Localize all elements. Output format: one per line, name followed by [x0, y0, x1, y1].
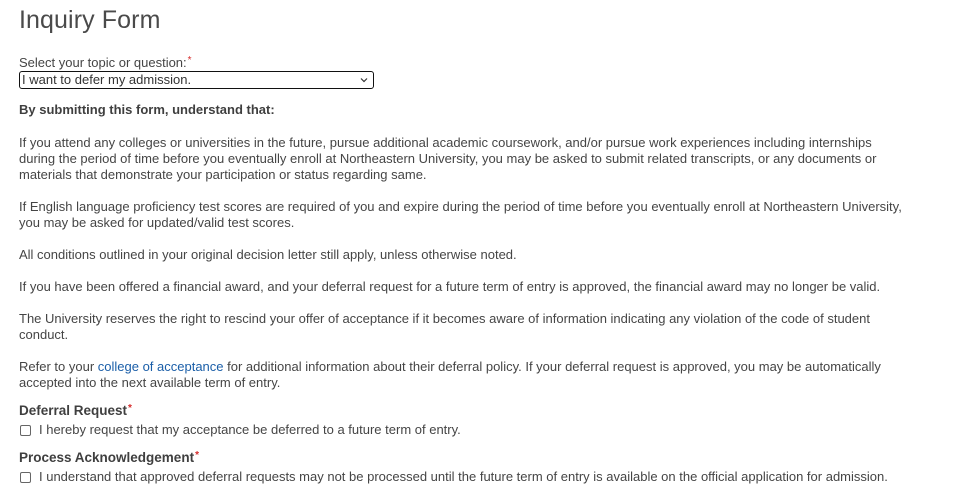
topic-select[interactable]: [19, 71, 374, 89]
topic-label-text: Select your topic or question:: [19, 55, 187, 70]
chevron-down-icon: [359, 75, 369, 85]
topic-label: [19, 55, 192, 71]
notice-heading: By submitting this form, understand that:: [19, 102, 275, 117]
notice-paragraph: If you have been offered a financial award, and your deferral request for a future term of entry is approved, the financial award may no longer be valid.: [19, 279, 881, 294]
notice-paragraph: If you attend any colleges or universities in the future, pursue additional academic coursework, and/or pursue work experiences including internships during the period of time before you eventually enroll at Northeastern University, you may be asked to submit related transcripts, or any documents or materials that demonstrate your participation or status regarding same.: [19, 135, 877, 182]
deferral-request-option[interactable]: [19, 422, 461, 438]
deferral-request-checkbox-label[interactable]: I hereby request that my acceptance be deferred to a future term of entry.: [39, 422, 461, 437]
required-marker: *: [128, 403, 132, 414]
deferral-request-label-text: Deferral Request: [19, 403, 128, 418]
deferral-request-label: [19, 403, 132, 419]
refer-suffix: for additional information about their deferral policy. If your deferral request is approved, you may be automatically accepted into the next available term of entry.: [19, 359, 881, 390]
college-of-acceptance-link[interactable]: college of acceptance: [97, 359, 224, 374]
refer-paragraph: [19, 359, 909, 391]
notice-paragraph: If English language proficiency test scores are required of you and expire during the period of time before you eventually enroll at Northeastern University, you may be asked for updated/valid test scores.: [19, 199, 902, 230]
notice-paragraph: The University reserves the right to rescind your offer of acceptance if it becomes aware of information indicating any violation of the code of student conduct.: [19, 311, 870, 342]
required-marker: *: [187, 55, 192, 66]
deferral-request-checkbox[interactable]: [20, 425, 31, 436]
topic-select-value: I want to defer my admission.: [22, 72, 192, 87]
required-marker: *: [195, 450, 199, 461]
page-title: Inquiry Form: [19, 6, 161, 34]
process-acknowledgement-checkbox[interactable]: [20, 472, 31, 483]
process-acknowledgement-checkbox-label[interactable]: I understand that approved deferral requests may not be processed until the future term of entry is available on the official application for admission.: [39, 469, 888, 484]
notice-paragraph: All conditions outlined in your original decision letter still apply, unless otherwise noted.: [19, 247, 517, 262]
refer-prefix: Refer to your: [19, 359, 98, 374]
process-acknowledgement-label: [19, 450, 199, 466]
process-acknowledgement-label-text: Process Acknowledgement: [19, 450, 195, 465]
process-acknowledgement-option[interactable]: [19, 469, 888, 485]
